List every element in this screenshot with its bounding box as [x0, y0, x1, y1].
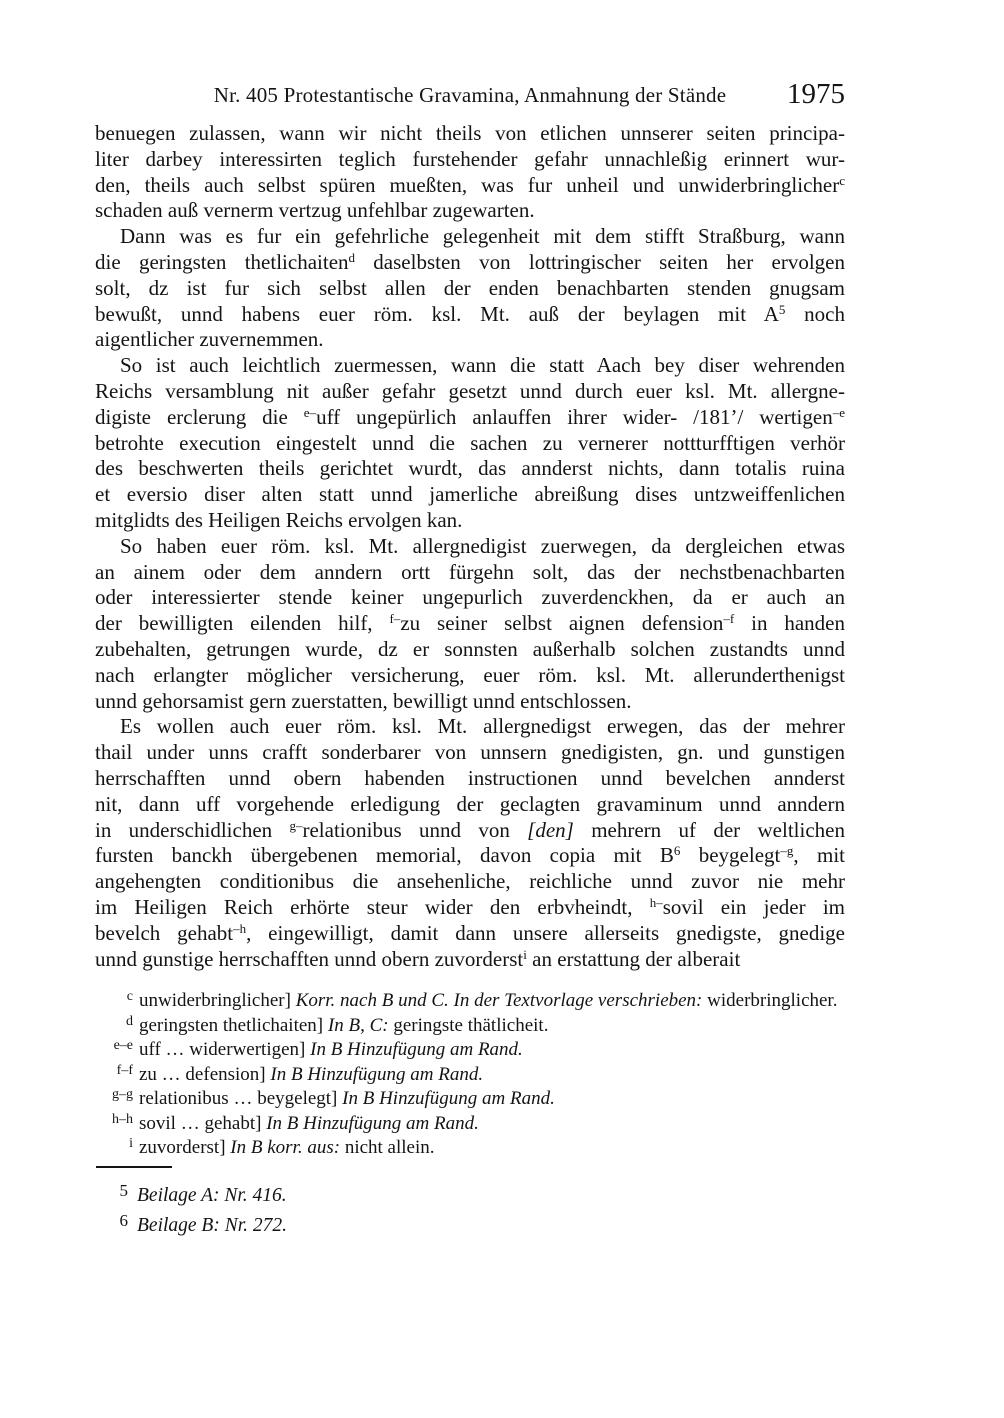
page-number: 1975 [787, 78, 845, 110]
text-run: Reichs versamblung nit außer gefahr gesetzt unnd durch euer ksl. Mt. allergne- [95, 378, 845, 403]
text-run: mehrern uf der weltlichen [573, 817, 845, 842]
text-run: solt, dz ist fur sich selbst allen der enden benachbarten stenden gnugsam [95, 275, 845, 300]
text-run: uff ungepürlich anlauffen ihrer wider- /181’/ wertigen [316, 404, 833, 429]
text-run: sovil … gehabt] [139, 1112, 267, 1134]
text-run: bewußt, unnd habens euer röm. ksl. Mt. auß der beylagen mit A [95, 301, 779, 326]
footnote-number: 6 [119, 1210, 128, 1230]
running-head [95, 78, 845, 110]
text-line [95, 508, 845, 534]
footnote [95, 1206, 845, 1236]
text-line [95, 663, 845, 689]
text-run: zu seiner selbst aignen defension [400, 611, 724, 636]
text-run: nit, dann uff vorgehende erledigung der geclagten gravaminum unnd anndern [95, 791, 845, 816]
superscript-note-mark: 6 [673, 843, 681, 859]
text-line [95, 947, 845, 973]
text-line [95, 637, 845, 663]
text-line [95, 276, 845, 302]
apparatus-note [95, 1010, 845, 1035]
superscript-note-mark: d [348, 249, 356, 265]
text-line [95, 560, 845, 586]
text-line [95, 921, 845, 947]
text-line [95, 895, 845, 921]
text-line [95, 224, 845, 250]
text-line [95, 431, 845, 457]
text-run: unnd gunstige herrschafften unnd obern zuvorderst [95, 946, 524, 971]
text-run: relationibus … beygelegt] [139, 1088, 343, 1110]
text-run: bevelch gehabt [95, 920, 234, 945]
text-run: et eversio diser alten statt unnd jamerliche abreißung dises untzweiffenlichen [95, 482, 845, 507]
superscript-note-mark: h– [649, 894, 663, 910]
apparatus-note-marker: c [126, 989, 133, 1005]
text-run: zuvorderst] [139, 1137, 231, 1159]
text-run: die geringsten thetlichaiten [95, 249, 349, 274]
text-run: oder interessierter stende keiner ungepurlich zuverdenckhen, da er auch an [95, 585, 845, 610]
apparatus-note-marker: f–f [116, 1062, 133, 1078]
text-run: nicht allein. [340, 1137, 435, 1159]
numbered-footnotes [95, 1176, 845, 1236]
paragraph [95, 224, 845, 353]
text-run: , mit [793, 843, 845, 868]
apparatus-note-marker: e–e [113, 1038, 133, 1054]
footnote-separator [96, 1166, 172, 1168]
text-run: Dann was es fur ein gefehrliche gelegenheit mit dem stifft Straßburg, wann [120, 224, 845, 249]
footnote [95, 1176, 845, 1206]
text-line [95, 405, 845, 431]
text-line [95, 327, 845, 353]
text-run: thail under unns crafft sonderbarer von unnsern gnedigisten, gn. und gunstigen [95, 740, 845, 765]
text-line [95, 173, 845, 199]
text-run: im Heiligen Reich erhörte steur wider den erbvheindt, [95, 894, 650, 919]
text-run: unwiderbringlicher] [139, 990, 296, 1012]
superscript-note-mark: –f [723, 611, 735, 627]
text-line [95, 843, 845, 869]
superscript-note-mark: c [839, 172, 845, 188]
critical-apparatus [95, 985, 845, 1157]
text-line [95, 792, 845, 818]
text-run: In B, C: [327, 1014, 389, 1036]
text-run: den, theils auch selbst spüren mueßten, was fur unheil und unwiderbringlicher [95, 172, 840, 197]
text-run: zu … defension] [139, 1063, 271, 1085]
text-line [95, 147, 845, 173]
paragraph [95, 121, 845, 224]
text-run: mitglidts des Heiligen Reichs ervolgen kan. [95, 507, 463, 532]
text-run: noch [785, 301, 845, 326]
apparatus-note [95, 1083, 845, 1108]
text-line [95, 302, 845, 328]
text-run: digiste erclerung die [95, 404, 304, 429]
text-run: In B Hinzufügung am Rand. [342, 1088, 555, 1110]
text-run: betrohte execution eingestelt unnd die sachen zu vernerer nottturfftigen verhör [95, 430, 845, 455]
text-line [95, 198, 845, 224]
paragraph [95, 353, 845, 534]
text-line [95, 714, 845, 740]
text-run: in handen [734, 611, 845, 636]
text-run: So haben euer röm. ksl. Mt. allergnedigist zuerwegen, da dergleichen etwas [120, 533, 845, 558]
text-run: zubehalten, getrungen wurde, dz er sonnsten außerhalb solchen zustandts unnd [95, 636, 845, 661]
text-run: aigentlicher zuvernemmen. [95, 327, 324, 352]
text-line [95, 869, 845, 895]
running-head-title: Nr. 405 Protestantische Gravamina, Anmahnung der Stände [213, 83, 727, 107]
superscript-note-mark: f– [389, 611, 401, 627]
text-run: des beschwerten theils gerichtet wurdt, das annderst nichts, dann totalis ruina [95, 456, 845, 481]
text-run: an ainem oder dem anndern ortt fürgehn solt, das der nechstbenachbarten [95, 559, 845, 584]
apparatus-note [95, 985, 845, 1010]
superscript-note-mark: 5 [778, 301, 786, 317]
text-run: In B Hinzufügung am Rand. [266, 1112, 479, 1134]
text-run: der bewilligten eilenden hilf, [95, 611, 390, 636]
text-run: widerbringlicher. [702, 990, 838, 1012]
text-run: unnd gehorsamist gern zuerstatten, bewilligt unnd entschlossen. [95, 688, 632, 713]
superscript-note-mark: g– [289, 817, 303, 833]
text-run: , eingewilligt, damit dann unsere allerseits gnedigste, gnedige [246, 920, 845, 945]
text-run: geringste thätlicheit. [388, 1014, 549, 1036]
text-run: relationibus unnd von [302, 817, 528, 842]
text-line [95, 353, 845, 379]
text-run: in underschidlichen [95, 817, 290, 842]
text-run: an erstattung der alberait [526, 946, 741, 971]
apparatus-note-marker: i [129, 1136, 133, 1152]
text-run: beygelegt [680, 843, 781, 868]
text-run: angehengten conditionibus die ansehenliche, reichliche unnd zuvor nie mehr [95, 869, 845, 894]
apparatus-note-marker: h–h [112, 1111, 133, 1127]
text-line [95, 611, 845, 637]
apparatus-note [95, 1132, 845, 1157]
text-run: schaden auß vernerm vertzug unfehlbar zugewarten. [95, 198, 535, 223]
text-line [95, 818, 845, 844]
text-run: Beilage B: Nr. 272. [137, 1214, 288, 1236]
text-column [95, 78, 845, 1236]
text-line [95, 534, 845, 560]
superscript-note-mark: i [523, 946, 527, 962]
superscript-note-mark: –g [780, 843, 794, 859]
text-run: Es wollen auch euer röm. ksl. Mt. allergnedigst erwegen, das der mehrer [120, 714, 845, 739]
text-line [95, 740, 845, 766]
text-run: liter darbey interessirten teglich furstehender gefahr unnachleßig erinnert wur- [95, 146, 845, 171]
text-run: sovil ein jeder im [662, 894, 845, 919]
text-run: herrschafften unnd obern habenden instructionen unnd bevelchen annderst [95, 765, 845, 790]
apparatus-note-marker: g–g [112, 1087, 133, 1103]
text-line [95, 379, 845, 405]
text-run: In B Hinzufügung am Rand. [270, 1063, 484, 1085]
text-line [95, 482, 845, 508]
text-run: benuegen zulassen, wann wir nicht theils von etlichen unnserer seiten principa- [95, 121, 845, 145]
text-run: geringsten thetlichaiten] [139, 1014, 328, 1036]
superscript-note-mark: –e [832, 404, 845, 420]
apparatus-note [95, 1108, 845, 1133]
paragraph [95, 534, 845, 715]
text-run: uff … widerwertigen] [139, 1039, 311, 1061]
text-line [95, 121, 845, 147]
paragraph [95, 714, 845, 972]
text-run: nach erlangter möglicher versicherung, euer röm. ksl. Mt. allerunderthenigst [95, 662, 845, 687]
body-text [95, 121, 845, 972]
superscript-note-mark: e– [303, 404, 317, 420]
apparatus-note [95, 1034, 845, 1059]
text-run: [den] [527, 817, 574, 842]
text-line [95, 585, 845, 611]
footnote-number: 5 [119, 1180, 128, 1200]
text-run: Beilage A: Nr. 416. [137, 1184, 287, 1206]
apparatus-note [95, 1059, 845, 1084]
text-line [95, 456, 845, 482]
text-run: In B Hinzufügung am Rand. [310, 1039, 523, 1061]
superscript-note-mark: –h [233, 920, 247, 936]
apparatus-note-marker: d [126, 1013, 133, 1029]
text-line [95, 766, 845, 792]
text-run: daselbsten von lottringischer seiten her ervolgen [355, 249, 845, 274]
text-run: fursten banckh übergebenen memorial, davon copia mit B [95, 843, 674, 868]
text-run: In B korr. aus: [230, 1137, 341, 1159]
text-line [95, 689, 845, 715]
text-line [95, 250, 845, 276]
text-run: So ist auch leichtlich zuermessen, wann die statt Aach bey diser wehrenden [120, 353, 845, 378]
text-run: Korr. nach B und C. In der Textvorlage verschrieben: [295, 990, 703, 1012]
